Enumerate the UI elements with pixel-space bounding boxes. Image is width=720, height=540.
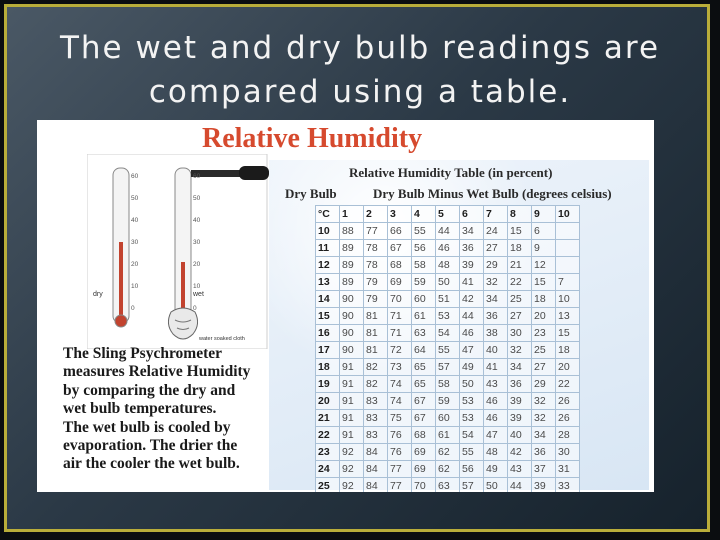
humidity-cell: 47 xyxy=(460,342,484,359)
humidity-cell: 20 xyxy=(556,359,580,376)
humidity-cell: 30 xyxy=(508,325,532,342)
humidity-cell: 21 xyxy=(508,257,532,274)
humidity-cell: 62 xyxy=(436,444,460,461)
humidity-cell: 26 xyxy=(556,393,580,410)
dry-bulb-cell: 19 xyxy=(316,376,340,393)
table-row xyxy=(316,478,580,493)
table-row xyxy=(316,342,580,359)
humidity-cell: 53 xyxy=(460,393,484,410)
humidity-cell: 74 xyxy=(388,393,412,410)
humidity-cell: 55 xyxy=(412,223,436,240)
humidity-cell: 54 xyxy=(436,325,460,342)
humidity-cell: 44 xyxy=(460,308,484,325)
humidity-cell: 39 xyxy=(532,478,556,493)
dry-minus-wet-label: Dry Bulb Minus Wet Bulb (degrees celsius) xyxy=(373,186,612,201)
humidity-cell: 91 xyxy=(340,427,364,444)
table-header-cell: 8 xyxy=(508,206,532,223)
humidity-cell: 41 xyxy=(460,274,484,291)
humidity-cell xyxy=(556,257,580,274)
humidity-cell: 78 xyxy=(364,257,388,274)
humidity-cell: 48 xyxy=(484,444,508,461)
humidity-cell: 92 xyxy=(340,444,364,461)
humidity-cell: 67 xyxy=(412,410,436,427)
humidity-cell: 91 xyxy=(340,393,364,410)
slide-title xyxy=(0,26,720,114)
table-header-cell: 4 xyxy=(412,206,436,223)
humidity-cell: 43 xyxy=(484,376,508,393)
humidity-cell: 89 xyxy=(340,240,364,257)
table-header-cell: 2 xyxy=(364,206,388,223)
humidity-cell: 78 xyxy=(364,240,388,257)
slide-title-line-1: The wet and dry bulb readings are xyxy=(59,30,661,66)
humidity-cell: 50 xyxy=(484,478,508,493)
humidity-cell: 90 xyxy=(340,325,364,342)
humidity-cell: 48 xyxy=(436,257,460,274)
humidity-cell: 90 xyxy=(340,342,364,359)
humidity-cell: 56 xyxy=(460,461,484,478)
table-row xyxy=(316,291,580,308)
humidity-cell: 20 xyxy=(532,308,556,325)
caption xyxy=(63,345,303,474)
humidity-cell: 69 xyxy=(412,461,436,478)
humidity-cell: 50 xyxy=(436,274,460,291)
humidity-cell: 79 xyxy=(364,274,388,291)
relative-humidity-table xyxy=(315,205,580,492)
table-row xyxy=(316,427,580,444)
humidity-cell: 18 xyxy=(508,240,532,257)
humidity-cell: 22 xyxy=(508,274,532,291)
humidity-cell: 74 xyxy=(388,376,412,393)
humidity-cell: 58 xyxy=(436,376,460,393)
dry-bulb-cell: 11 xyxy=(316,240,340,257)
humidity-cell: 84 xyxy=(364,461,388,478)
table-header-cell: 3 xyxy=(388,206,412,223)
humidity-cell: 42 xyxy=(508,444,532,461)
humidity-cell: 82 xyxy=(364,359,388,376)
scale-tick-label: 0 xyxy=(193,305,197,312)
dry-bulb-cell: 22 xyxy=(316,427,340,444)
picture-heading: Relative Humidity xyxy=(202,123,423,154)
table-header-cell: 5 xyxy=(436,206,460,223)
humidity-cell: 84 xyxy=(364,478,388,493)
humidity-cell: 55 xyxy=(460,444,484,461)
table-header-cell: 10 xyxy=(556,206,580,223)
humidity-cell: 57 xyxy=(436,359,460,376)
humidity-cell: 91 xyxy=(340,410,364,427)
humidity-cell: 18 xyxy=(532,291,556,308)
humidity-cell: 34 xyxy=(484,291,508,308)
scale-tick-label: 60 xyxy=(193,173,201,180)
humidity-cell: 65 xyxy=(412,359,436,376)
table-row xyxy=(316,461,580,478)
caption-line: air the cooler the wet bulb. xyxy=(63,455,240,473)
humidity-cell: 76 xyxy=(388,427,412,444)
humidity-cell: 61 xyxy=(412,308,436,325)
dry-bulb-cell: 12 xyxy=(316,257,340,274)
humidity-cell: 44 xyxy=(436,223,460,240)
humidity-cell: 9 xyxy=(532,240,556,257)
humidity-cell: 89 xyxy=(340,257,364,274)
humidity-cell: 27 xyxy=(508,308,532,325)
humidity-cell: 71 xyxy=(388,325,412,342)
table-header-row xyxy=(316,206,580,223)
humidity-cell: 83 xyxy=(364,393,388,410)
humidity-cell: 13 xyxy=(556,308,580,325)
humidity-cell: 44 xyxy=(508,478,532,493)
dry-bulb-cell: 17 xyxy=(316,342,340,359)
humidity-cell: 41 xyxy=(484,359,508,376)
dry-label: dry xyxy=(93,291,103,298)
caption-line: by comparing the dry and xyxy=(63,381,236,399)
table-row xyxy=(316,376,580,393)
humidity-cell: 81 xyxy=(364,342,388,359)
humidity-cell: 56 xyxy=(412,240,436,257)
humidity-cell: 90 xyxy=(340,291,364,308)
humidity-cell: 10 xyxy=(556,291,580,308)
scale-tick-label: 50 xyxy=(131,195,139,202)
humidity-cell: 64 xyxy=(412,342,436,359)
table-row xyxy=(316,359,580,376)
humidity-cell: 25 xyxy=(532,342,556,359)
humidity-cell: 59 xyxy=(412,274,436,291)
humidity-cell: 69 xyxy=(412,444,436,461)
humidity-cell: 63 xyxy=(412,325,436,342)
humidity-cell: 42 xyxy=(460,291,484,308)
dry-bulb-cell: 21 xyxy=(316,410,340,427)
humidity-cell: 34 xyxy=(508,359,532,376)
humidity-cell: 77 xyxy=(364,223,388,240)
humidity-cell: 57 xyxy=(460,478,484,493)
humidity-cell: 43 xyxy=(508,461,532,478)
humidity-cell: 15 xyxy=(532,274,556,291)
humidity-cell: 34 xyxy=(460,223,484,240)
humidity-cell: 81 xyxy=(364,308,388,325)
humidity-cell: 62 xyxy=(436,461,460,478)
humidity-cell: 12 xyxy=(532,257,556,274)
scale-tick-label: 10 xyxy=(131,283,139,290)
caption-line: evaporation. The drier the xyxy=(63,437,238,455)
humidity-cell: 47 xyxy=(484,427,508,444)
humidity-cell: 92 xyxy=(340,478,364,493)
humidity-cell: 46 xyxy=(484,393,508,410)
humidity-cell: 63 xyxy=(436,478,460,493)
humidity-cell xyxy=(556,223,580,240)
table-row xyxy=(316,274,580,291)
humidity-cell: 60 xyxy=(436,410,460,427)
humidity-cell: 55 xyxy=(436,342,460,359)
humidity-cell: 70 xyxy=(412,478,436,493)
humidity-cell: 67 xyxy=(412,393,436,410)
caption-line: The wet bulb is cooled by xyxy=(63,418,231,436)
humidity-cell: 40 xyxy=(484,342,508,359)
table-row xyxy=(316,223,580,240)
table-row xyxy=(316,393,580,410)
humidity-cell: 77 xyxy=(388,478,412,493)
humidity-cell: 77 xyxy=(388,461,412,478)
humidity-cell xyxy=(556,240,580,257)
humidity-cell: 27 xyxy=(532,359,556,376)
table-title: Relative Humidity Table (in percent) xyxy=(349,165,553,180)
humidity-cell: 29 xyxy=(484,257,508,274)
humidity-cell: 34 xyxy=(532,427,556,444)
humidity-cell: 32 xyxy=(484,274,508,291)
table-row xyxy=(316,325,580,342)
humidity-cell: 76 xyxy=(388,444,412,461)
humidity-cell: 38 xyxy=(484,325,508,342)
humidity-cell: 32 xyxy=(508,342,532,359)
humidity-table-area xyxy=(269,160,649,490)
scale-tick-label: 30 xyxy=(131,239,139,246)
humidity-cell: 7 xyxy=(556,274,580,291)
humidity-cell: 6 xyxy=(532,223,556,240)
caption-line: The Sling Psychrometer xyxy=(63,345,223,362)
humidity-cell: 59 xyxy=(436,393,460,410)
humidity-cell: 58 xyxy=(412,257,436,274)
scale-tick-label: 60 xyxy=(131,173,139,180)
dry-bulb-cell: 15 xyxy=(316,308,340,325)
humidity-cell: 49 xyxy=(460,359,484,376)
relative-humidity-image xyxy=(37,120,654,492)
humidity-cell: 68 xyxy=(412,427,436,444)
humidity-cell: 89 xyxy=(340,274,364,291)
dry-bulb-cell: 25 xyxy=(316,478,340,493)
scale-tick-label: 20 xyxy=(193,261,201,268)
humidity-cell: 15 xyxy=(556,325,580,342)
slide-title-line-2: compared using a table. xyxy=(148,74,572,110)
scale-tick-label: 10 xyxy=(193,283,201,290)
humidity-cell: 53 xyxy=(460,410,484,427)
humidity-cell: 54 xyxy=(460,427,484,444)
table-row xyxy=(316,240,580,257)
humidity-cell: 51 xyxy=(436,291,460,308)
humidity-cell: 39 xyxy=(508,393,532,410)
humidity-cell: 36 xyxy=(508,376,532,393)
humidity-cell: 82 xyxy=(364,376,388,393)
scale-tick-label: 50 xyxy=(193,195,201,202)
cloth-label: water soaked cloth xyxy=(199,336,245,342)
table-header-cell: °C xyxy=(316,206,340,223)
caption-line: measures Relative Humidity xyxy=(63,363,251,381)
humidity-cell: 36 xyxy=(484,308,508,325)
scale-tick-label: 0 xyxy=(131,305,135,312)
humidity-cell: 83 xyxy=(364,427,388,444)
humidity-cell: 73 xyxy=(388,359,412,376)
humidity-cell: 36 xyxy=(532,444,556,461)
table-row xyxy=(316,308,580,325)
humidity-cell: 75 xyxy=(388,410,412,427)
scale-tick-label: 30 xyxy=(193,239,201,246)
humidity-cell: 88 xyxy=(340,223,364,240)
humidity-cell: 37 xyxy=(532,461,556,478)
table-header-cell: 7 xyxy=(484,206,508,223)
humidity-cell: 26 xyxy=(556,410,580,427)
humidity-cell: 23 xyxy=(532,325,556,342)
humidity-cell: 68 xyxy=(388,257,412,274)
humidity-cell: 92 xyxy=(340,461,364,478)
humidity-cell: 28 xyxy=(556,427,580,444)
humidity-cell: 39 xyxy=(508,410,532,427)
humidity-cell: 67 xyxy=(388,240,412,257)
dry-bulb-cell: 13 xyxy=(316,274,340,291)
scale-tick-label: 40 xyxy=(131,217,139,224)
humidity-cell: 32 xyxy=(532,410,556,427)
humidity-cell: 25 xyxy=(508,291,532,308)
humidity-cell: 90 xyxy=(340,308,364,325)
humidity-cell: 32 xyxy=(532,393,556,410)
humidity-cell: 81 xyxy=(364,325,388,342)
table-header-cell: 1 xyxy=(340,206,364,223)
humidity-cell: 79 xyxy=(364,291,388,308)
humidity-cell: 50 xyxy=(460,376,484,393)
humidity-cell: 49 xyxy=(484,461,508,478)
table-row xyxy=(316,410,580,427)
humidity-cell: 18 xyxy=(556,342,580,359)
humidity-cell: 65 xyxy=(412,376,436,393)
humidity-cell: 39 xyxy=(460,257,484,274)
humidity-cell: 27 xyxy=(484,240,508,257)
table-header-cell: 6 xyxy=(460,206,484,223)
humidity-cell: 72 xyxy=(388,342,412,359)
humidity-cell: 24 xyxy=(484,223,508,240)
table-header-cell: 9 xyxy=(532,206,556,223)
humidity-cell: 66 xyxy=(388,223,412,240)
wet-label: wet xyxy=(193,291,204,298)
humidity-cell: 61 xyxy=(436,427,460,444)
dry-bulb-cell: 24 xyxy=(316,461,340,478)
humidity-cell: 83 xyxy=(364,410,388,427)
humidity-cell: 53 xyxy=(436,308,460,325)
humidity-cell: 33 xyxy=(556,478,580,493)
humidity-cell: 30 xyxy=(556,444,580,461)
scale-tick-label: 20 xyxy=(131,261,139,268)
humidity-cell: 31 xyxy=(556,461,580,478)
humidity-cell: 29 xyxy=(532,376,556,393)
humidity-cell: 71 xyxy=(388,308,412,325)
scale-tick-label: 40 xyxy=(193,217,201,224)
humidity-cell: 15 xyxy=(508,223,532,240)
dry-bulb-cell: 10 xyxy=(316,223,340,240)
humidity-cell: 91 xyxy=(340,376,364,393)
humidity-cell: 46 xyxy=(436,240,460,257)
humidity-cell: 36 xyxy=(460,240,484,257)
caption-line: wet bulb temperatures. xyxy=(63,400,217,418)
dry-bulb-cell: 18 xyxy=(316,359,340,376)
dry-bulb-cell: 14 xyxy=(316,291,340,308)
humidity-cell: 22 xyxy=(556,376,580,393)
table-row xyxy=(316,257,580,274)
humidity-cell: 91 xyxy=(340,359,364,376)
table-row xyxy=(316,444,580,461)
dry-bulb-cell: 16 xyxy=(316,325,340,342)
humidity-cell: 40 xyxy=(508,427,532,444)
dry-bulb-cell: 23 xyxy=(316,444,340,461)
humidity-cell: 84 xyxy=(364,444,388,461)
humidity-cell: 60 xyxy=(412,291,436,308)
humidity-cell: 46 xyxy=(460,325,484,342)
humidity-cell: 70 xyxy=(388,291,412,308)
dry-bulb-cell: 20 xyxy=(316,393,340,410)
dry-bulb-label: Dry Bulb xyxy=(285,186,337,201)
humidity-cell: 69 xyxy=(388,274,412,291)
humidity-cell: 46 xyxy=(484,410,508,427)
